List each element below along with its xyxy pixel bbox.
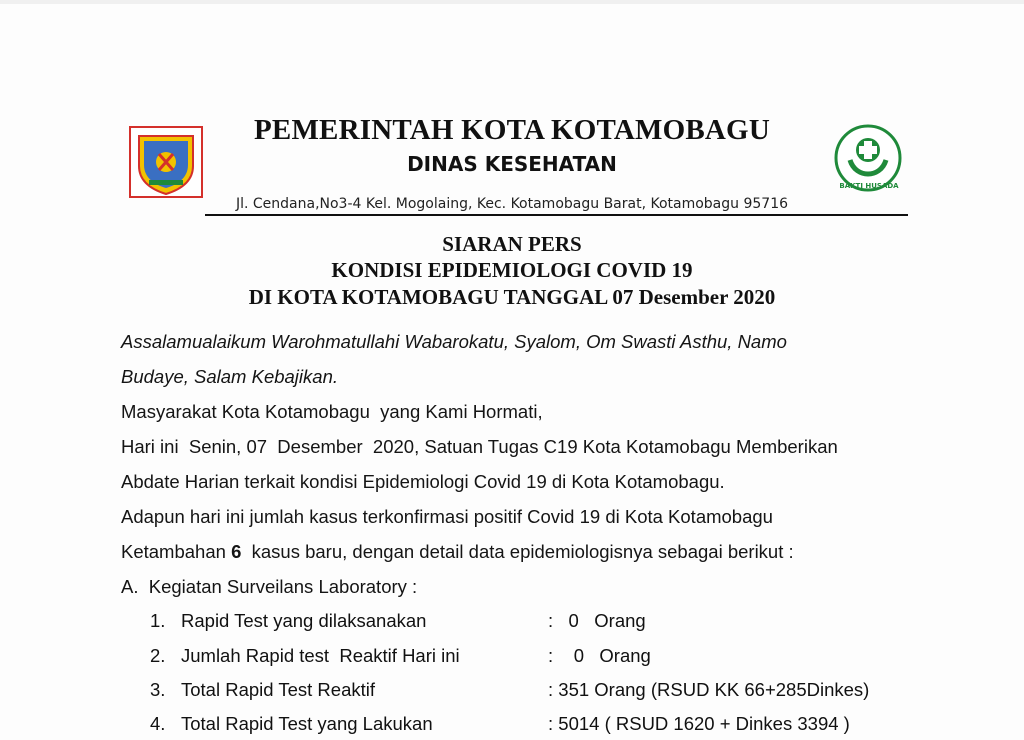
government-title bbox=[0, 114, 1024, 147]
press-release-title: SIARAN PERS bbox=[442, 232, 582, 256]
office-address: Jl. Cendana,No3-4 Kel. Mogolaing, Kec. Kotamobagu Barat, Kotamobagu 95716 bbox=[235, 196, 789, 212]
item-label: Jumlah Rapid test Reaktif Hari ini bbox=[181, 645, 460, 666]
letterhead-divider bbox=[205, 214, 908, 216]
government-title-text: PEMERINTAH KOTA KOTAMOBAGU bbox=[254, 114, 770, 146]
paragraph-2-line-2 bbox=[121, 541, 794, 563]
item-value: : 0 Orang bbox=[548, 610, 646, 631]
item-number: 2. bbox=[150, 645, 166, 666]
bakti-husada-logo-text: BAKTI HUSADA bbox=[839, 182, 899, 190]
page-top-edge bbox=[0, 0, 1024, 4]
item-number: 3. bbox=[150, 679, 166, 700]
paragraph-1-line-1: Hari ini Senin, 07 Desember 2020, Satuan Tugas C19 Kota Kotamobagu Memberikan bbox=[121, 436, 838, 457]
paragraph-1-line-2: Abdate Harian terkait kondisi Epidemiologi Covid 19 di Kota Kotamobagu. bbox=[121, 471, 725, 492]
new-cases-prefix: Ketambahan bbox=[121, 541, 232, 562]
item-value: : 351 Orang (RSUD KK 66+285Dinkes) bbox=[548, 679, 870, 700]
greeting-line-2: Budaye, Salam Kebajikan. bbox=[121, 366, 338, 387]
item-number: 4. bbox=[150, 713, 166, 734]
item-value: : 0 Orang bbox=[548, 645, 651, 666]
item-label: Rapid Test yang dilaksanakan bbox=[181, 610, 427, 631]
greeting-line-1: Assalamualaikum Warohmatullahi Wabarokatu, Syalom, Om Swasti Asthu, Namo bbox=[121, 331, 787, 352]
item-label: Total Rapid Test yang Lakukan bbox=[181, 713, 433, 734]
salutation: Masyarakat Kota Kotamobagu yang Kami Hormati, bbox=[121, 401, 543, 422]
new-cases-suffix: kasus baru, dengan detail data epidemiologisnya sebagai berikut : bbox=[241, 541, 794, 562]
item-value: : 5014 ( RSUD 1620 + Dinkes 3394 ) bbox=[548, 713, 850, 734]
department-name: DINAS KESEHATAN bbox=[407, 152, 617, 176]
press-release-date-line: DI KOTA KOTAMOBAGU TANGGAL 07 Desember 2020 bbox=[248, 285, 776, 309]
paragraph-2-line-1: Adapun hari ini jumlah kasus terkonfirmasi positif Covid 19 di Kota Kotamobagu bbox=[121, 506, 773, 527]
new-cases-count: 6 bbox=[231, 541, 242, 562]
section-a-heading: A. Kegiatan Surveilans Laboratory : bbox=[121, 576, 418, 597]
item-label: Total Rapid Test Reaktif bbox=[181, 679, 376, 700]
press-release-subtitle: KONDISI EPIDEMIOLOGI COVID 19 bbox=[331, 258, 693, 282]
item-number: 1. bbox=[150, 610, 166, 631]
